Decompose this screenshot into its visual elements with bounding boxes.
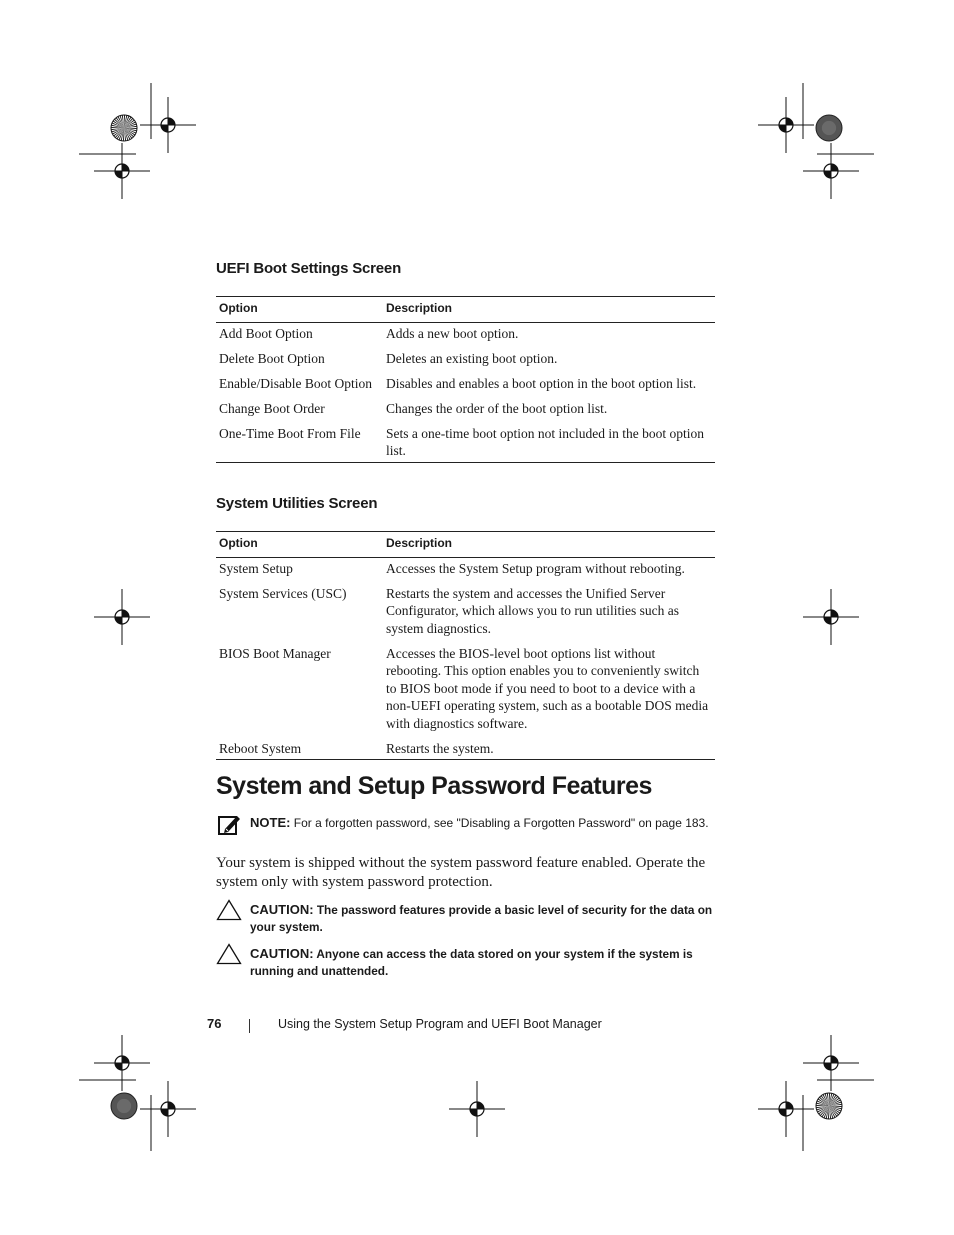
- table-row: [216, 740, 715, 760]
- table-row: [216, 645, 715, 740]
- note-label: NOTE:: [250, 815, 291, 830]
- description-cell: Accesses the System Setup program without rebooting.: [386, 560, 685, 576]
- page-title: System and Setup Password Features: [216, 772, 652, 800]
- note-text: For a forgotten password, see "Disabling a Forgotten Password" on page 183.: [293, 816, 709, 830]
- caution-triangle-icon: [216, 943, 242, 970]
- footer-divider: [249, 1019, 250, 1033]
- option-cell: Change Boot Order: [219, 400, 325, 416]
- table-row: [216, 350, 715, 375]
- table-row: [216, 585, 715, 645]
- caution-label: CAUTION:: [250, 902, 314, 917]
- registration-dot-inner: [822, 121, 836, 135]
- description-cell: Accesses the BIOS-level boot options list without rebooting. This option enables you to conveniently switch to BIOS boot mode if you need to boot to a device with a non-UEFI operating system, such as a bootable DOS media with diagnostics software.: [386, 645, 709, 731]
- note-callout: [216, 814, 716, 832]
- caution-text: The password features provide a basic level of security for the data on your system.: [250, 903, 713, 934]
- column-header-option: Option: [216, 297, 383, 323]
- caution-callout: [216, 901, 716, 936]
- option-cell: System Services (USC): [219, 585, 347, 601]
- column-header-option: Option: [216, 532, 383, 558]
- table-header-row: [216, 532, 715, 558]
- option-cell: Add Boot Option: [219, 325, 313, 341]
- description-cell: Restarts the system and accesses the Unified Server Configurator, which allows you to run utilities such as system diagnostics.: [386, 585, 680, 636]
- caution-text: Anyone can access the data stored on your system if the system is running and unattended.: [250, 947, 693, 978]
- page-number: 76: [207, 1016, 222, 1031]
- section-heading-uefi-boot-settings: UEFI Boot Settings Screen: [216, 260, 402, 277]
- table-row: [216, 557, 715, 585]
- option-cell: Reboot System: [216, 740, 383, 760]
- description-cell: Sets a one-time boot option not included in the boot option list.: [383, 425, 715, 463]
- description-cell: Adds a new boot option.: [386, 325, 519, 341]
- description-cell: Disables and enables a boot option in the boot option list.: [386, 375, 697, 391]
- option-cell: System Setup: [219, 560, 293, 576]
- table-row: [216, 375, 715, 400]
- table-row: [216, 400, 715, 425]
- page-footer: [0, 1016, 954, 1036]
- uefi-boot-settings-table: [216, 296, 715, 463]
- description-cell: Changes the order of the boot option list.: [386, 400, 608, 416]
- caution-callout: [216, 945, 716, 980]
- option-cell: BIOS Boot Manager: [219, 645, 331, 661]
- column-header-description: Description: [383, 532, 715, 558]
- caution-triangle-icon: [216, 899, 242, 926]
- table-row: [216, 425, 715, 463]
- body-paragraph: Your system is shipped without the system password feature enabled. Operate the system only with system password protection.: [216, 855, 706, 890]
- registration-dot-inner: [117, 1099, 131, 1113]
- column-header-description: Description: [383, 297, 715, 323]
- note-pencil-icon: [218, 814, 242, 841]
- description-cell: Restarts the system.: [383, 740, 715, 760]
- option-cell: Enable/Disable Boot Option: [219, 375, 372, 391]
- caution-label: CAUTION:: [250, 946, 314, 961]
- option-cell: Delete Boot Option: [219, 350, 325, 366]
- description-cell: Deletes an existing boot option.: [386, 350, 558, 366]
- table-header-row: [216, 297, 715, 323]
- option-cell: One-Time Boot From File: [216, 425, 383, 463]
- footer-title: Using the System Setup Program and UEFI Boot Manager: [278, 1017, 602, 1031]
- system-utilities-table: [216, 531, 715, 760]
- section-heading-system-utilities: System Utilities Screen: [216, 495, 378, 512]
- table-row: [216, 322, 715, 350]
